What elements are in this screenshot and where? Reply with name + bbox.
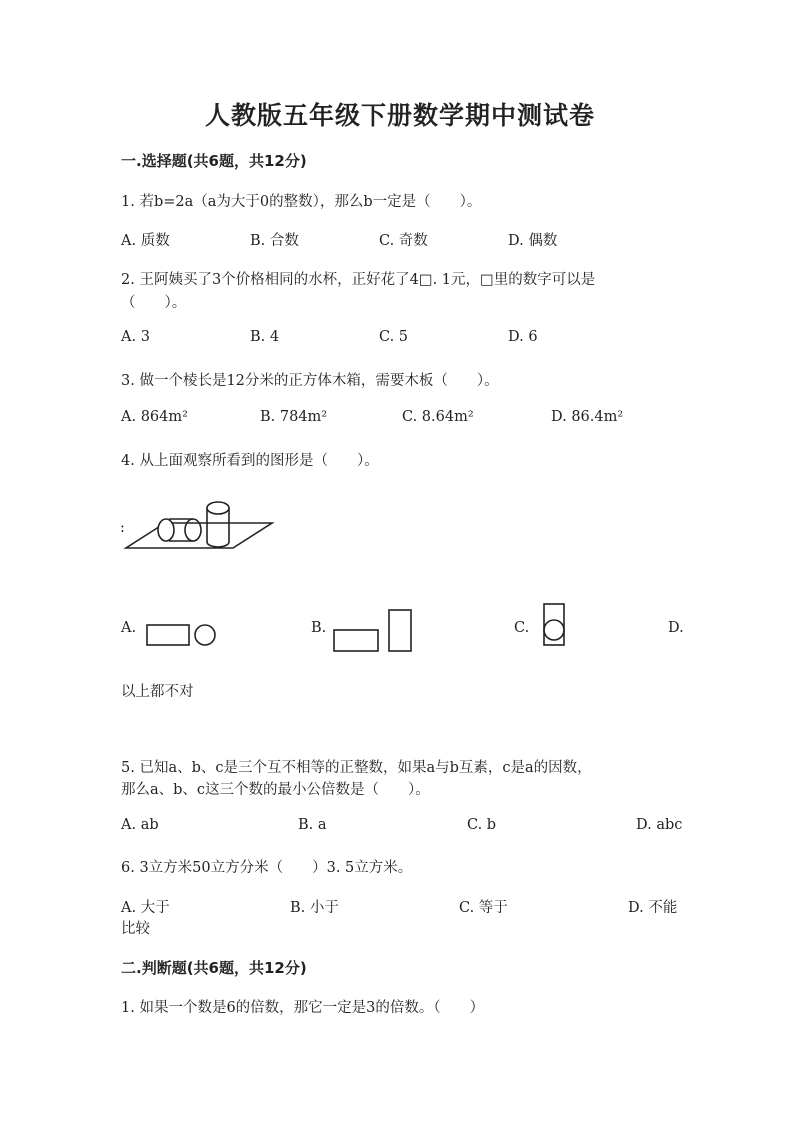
q5-option-c: C. b [467, 817, 497, 833]
q2-option-b: B. 4 [250, 329, 280, 345]
q1-option-a: A. 质数 [121, 233, 170, 249]
q4-option-b: B. [311, 620, 327, 636]
q2-option-d: D. 6 [508, 329, 538, 345]
q3-option-a: A. 864m² [121, 409, 188, 425]
q6-option-c: C. 等于 [459, 900, 508, 916]
q6-option-a: A. 大于 [121, 900, 170, 916]
q3-option-d: D. 86.4m² [551, 409, 624, 425]
page-title: 人教版五年级下册数学期中测试卷 [204, 101, 595, 130]
q6-option-b: B. 小于 [290, 900, 339, 916]
q5-option-a: A. ab [121, 817, 159, 833]
q2-option-c: C. 5 [379, 329, 409, 345]
question-5-stem-line1: 5. 已知a、b、c是三个互不相等的正整数，如果a与b互素，c是a的因数， [121, 760, 592, 776]
q6-option-d-wrap: 比较 [121, 921, 150, 937]
q6-option-d: D. 不能 [628, 900, 678, 916]
q1-option-b: B. 合数 [250, 233, 299, 249]
q4-option-c: C. [514, 620, 530, 636]
question-2-stem-line2: （ ）。 [121, 295, 187, 311]
q1-option-d: D. 偶数 [508, 233, 558, 249]
question-6-stem: 6. 3立方米50立方分米（ ）3. 5立方米。 [121, 860, 413, 876]
q2-option-a: A. 3 [121, 329, 150, 345]
question-5-stem-line2: 那么a、b、c这三个数的最小公倍数是（ ）。 [121, 782, 430, 798]
q5-option-d: D. abc [636, 817, 683, 833]
judgement-question-1: 1. 如果一个数是6的倍数，那它一定是3的倍数。（ ） [121, 1000, 485, 1016]
q1-option-c: C. 奇数 [379, 233, 428, 249]
q3-option-c: C. 8.64m² [402, 409, 474, 425]
q3-option-b: B. 784m² [260, 409, 328, 425]
section-heading-choice: 一.选择题(共6题，共12分) [121, 152, 307, 170]
question-4-stem: 4. 从上面观察所看到的图形是（ ）。 [121, 453, 379, 469]
q5-option-b: B. a [298, 817, 327, 833]
figure-mark: : [120, 520, 125, 536]
q4-option-a: A. [121, 620, 137, 636]
section-heading-judgement: 二.判断题(共6题，共12分) [121, 959, 307, 977]
q4-option-d: D. [668, 620, 684, 636]
question-1-stem: 1. 若b=2a（a为大于0的整数），那么b一定是（ ）。 [121, 194, 482, 210]
q4-option-d-text: 以上都不对 [121, 684, 194, 700]
question-3-stem: 3. 做一个棱长是12分米的正方体木箱，需要木板（ ）。 [121, 373, 499, 389]
question-2-stem-line1: 2. 王阿姨买了3个价格相同的水杯，正好花了4□. 1元，□里的数字可以是 [121, 272, 596, 288]
